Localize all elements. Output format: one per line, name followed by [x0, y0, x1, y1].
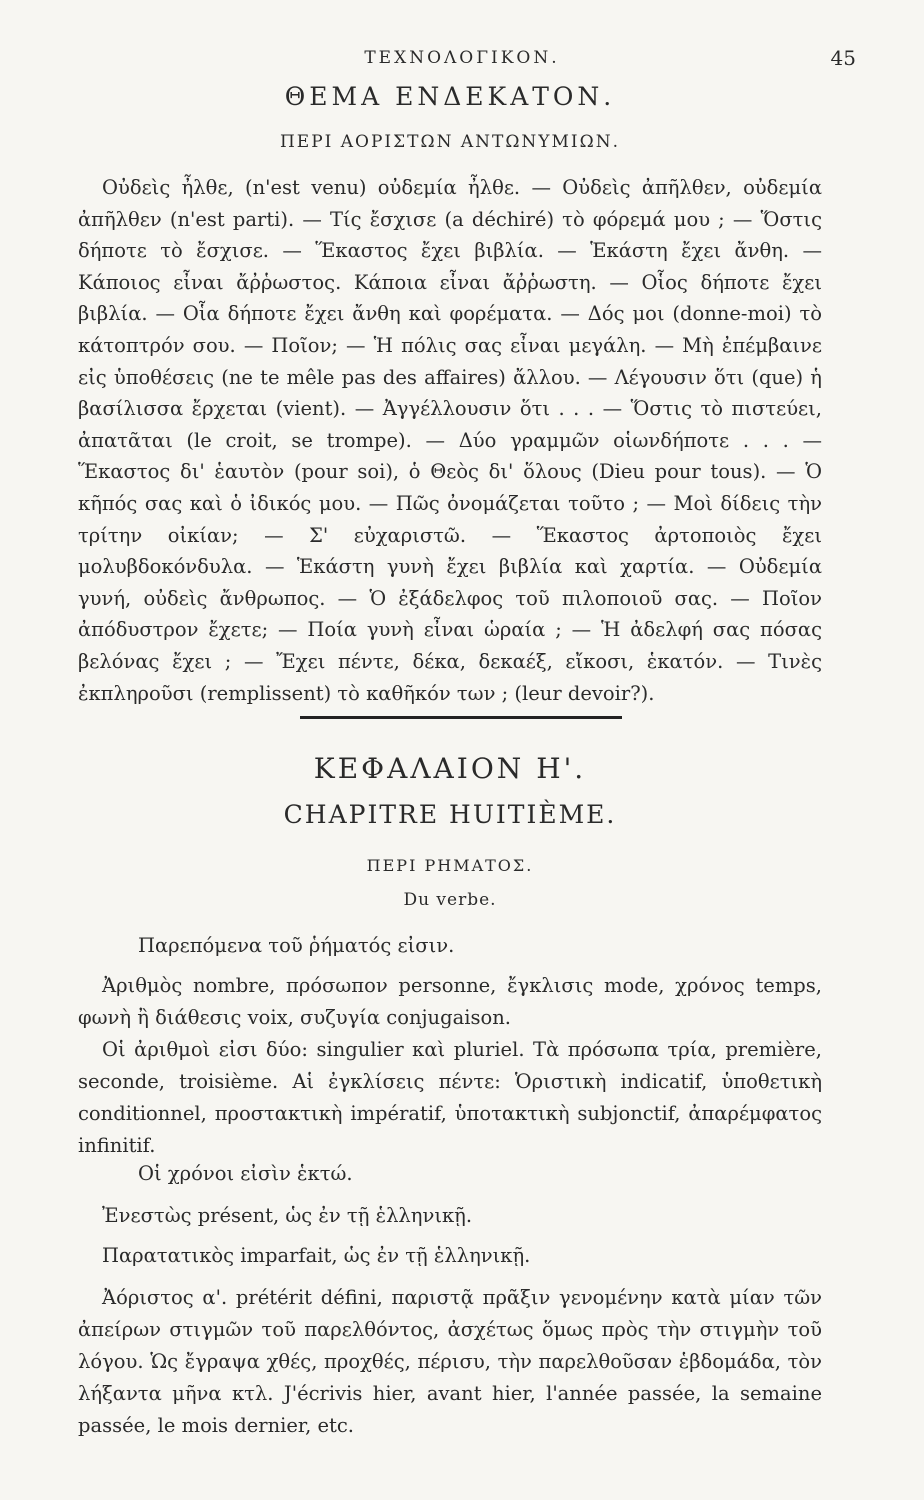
- page-number: 45: [830, 46, 856, 70]
- section-body-text: Οὐδεὶς ἦλθε, (n'est venu) οὐδεμία ἦλθε. — Οὐδεὶς ἀπῆλθεν, οὐδεμία ἀπῆλθεν (n'est parti). — Τίς ἔσχισε (a déchiré) τὸ φόρεμά μου ; — Ὅστις δήποτε τὸ ἔσχισε. — Ἕκαστος ἔχει βιβλία. — Ἑκάστη ἔχει ἄνθη. — Κάποιος εἶναι ἄῤῥωστος. Κάποια εἶναι ἄῤῥωστη. — Οἷος δήποτε ἔχει βιβλία. — Οἷα δήποτε ἔχει ἄνθη καὶ φορέματα. — Δός μοι (donne-moi) τὸ κάτοπτρόν σου. — Ποῖον; — Ἡ πόλις σας εἶναι μεγάλη. — Μὴ ἐπέμβαινε εἰς ὑποθέσεις (ne te mêle pas des affaires) ἄλλου. — Λέγουσιν ὅτι (que) ἡ βασίλισσα ἔρχεται (vient). — Ἀγγέλλουσιν ὅτι . . . — Ὅστις τὸ πιστεύει, ἀπατᾶται (le croit, se trompe). — Δύο γραμμῶν οἱωνδήποτε . . . — Ἕκαστος δι' ἑαυτὸν (pour soi), ὁ Θεὸς δι' ὅλους (Dieu pour tous). — Ὁ κῆπός σας καὶ ὁ ἰδικός μου. — Πῶς ὀνομάζεται τοῦτο ; — Μοὶ δίδεις τὴν τρίτην οἰκίαν; — Σ' εὐχαριστῶ. — Ἕκαστος ἀρτοποιὸς ἔχει μολυβδοκόνδυλα. — Ἑκάστη γυνὴ ἔχει βιβλία καὶ χαρτία. — Οὐδεμία γυνή, οὐδεὶς ἄνθρωπος. — Ὁ ἐξάδελφος τοῦ πιλοποιοῦ σας. — Ποῖον ἀπόδυστρον ἔχετε; — Ποία γυνὴ εἶναι ὡραία ; — Ἡ ἀδελφή σας πόσας βελόνας ἔχει ; — Ἔχει πέντε, δέκα, δεκαέξ, εἴκοσι, ἑκατόν. — Τινὲς ἐκπληροῦσι (remplissent) τὸ καθῆκόν των ; (leur devoir?).: [78, 176, 822, 705]
- chapter-title-greek: ΚΕΦΑΛΑΙΟΝ Η'.: [313, 752, 587, 785]
- paragraph: Ἀριθμὸς nombre, πρόσωπον personne, ἔγκλισις mode, χρόνος temps, φωνὴ ἢ διάθεσις voix, συζυγία conjugaison.: [78, 974, 822, 1029]
- paragraph: Παρατατικὸς imparfait, ὡς ἐν τῇ ἑλληνικῇ.: [102, 1244, 531, 1267]
- paragraph: Οἱ ἀριθμοὶ εἰσι δύο: singulier καὶ pluriel. Τὰ πρόσωπα τρία, première, seconde, troisième. Αἱ ἐγκλίσεις πέντε: Ὁριστικὴ indicatif, ὑποθετικὴ conditionnel, προστακτικὴ impératif, ὑποτακτικὴ subjonctif, ἀπαρέμφατος infinitif.: [78, 1038, 822, 1157]
- running-title: ΤΕΧΝΟΛΟΓΙΚΟΝ.: [364, 48, 560, 68]
- chapter-topic-french: Du verbe.: [403, 890, 497, 910]
- section-subtitle: ΠΕΡΙ ΑΟΡΙΣΤΩΝ ΑΝΤΩΝΥΜΙΩΝ.: [279, 132, 621, 152]
- paragraph: Ἀόριστος α'. prétérit défini, παριστᾷ πρᾶξιν γενομένην κατὰ μίαν τῶν ἀπείρων στιγμῶν τοῦ παρελθόντος, ἀσχέτως ὅμως πρὸς τὴν στιγμὴν τοῦ λόγου. Ὡς ἔγραψα χθές, προχθές, πέρισυ, τὴν παρελθοῦσαν ἑβδομάδα, τὸν λήξαντα μῆνα κτλ. J'écrivis hier, avant hier, l'année passée, la semaine passée, le mois dernier, etc.: [78, 1286, 822, 1437]
- section-title: ΘΕΜΑ ΕΝΔΕΚΑΤΟΝ.: [284, 82, 616, 111]
- paragraph: Οἱ χρόνοι εἰσὶν ἑκτώ.: [138, 1162, 353, 1185]
- chapter-title-french: CHAPITRE HUITIÈME.: [283, 800, 617, 829]
- chapter-topic-greek: ΠΕΡΙ ΡΗΜΑΤΟΣ.: [366, 856, 534, 875]
- paragraph: Ἐνεστὼς présent, ὡς ἐν τῇ ἑλληνικῇ.: [102, 1204, 473, 1227]
- paragraph: Παρεπόμενα τοῦ ῥήματός εἰσιν.: [138, 934, 455, 957]
- running-head: [0, 44, 924, 74]
- chapter-divider-rule: [300, 716, 622, 719]
